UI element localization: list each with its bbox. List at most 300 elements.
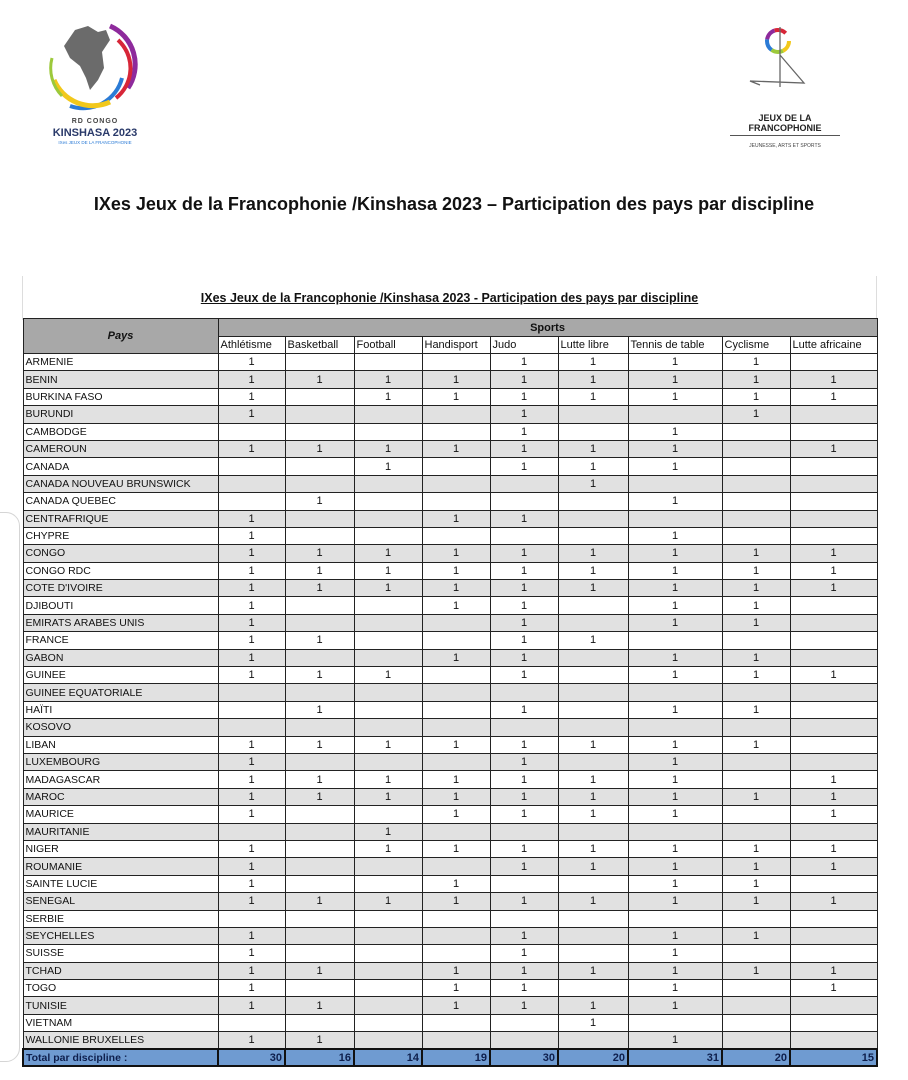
participation-cell (285, 527, 354, 544)
participation-cell: 1 (628, 771, 722, 788)
participation-cell: 1 (285, 736, 354, 753)
participation-cell: 1 (722, 406, 790, 423)
participation-cell: 1 (558, 458, 628, 475)
participation-cell: 1 (218, 667, 285, 684)
participation-cell (218, 458, 285, 475)
participation-table (22, 318, 878, 1067)
participation-cell (722, 423, 790, 440)
country-cell: SENEGAL (23, 893, 218, 910)
participation-cell: 1 (722, 962, 790, 979)
participation-cell (354, 927, 422, 944)
participation-cell (422, 614, 490, 631)
sport-column-header: Handisport (422, 337, 490, 354)
participation-cell: 1 (490, 562, 558, 579)
participation-cell (790, 406, 877, 423)
participation-cell (490, 875, 558, 892)
participation-cell: 1 (628, 806, 722, 823)
table-row (23, 562, 877, 579)
country-cell: LIBAN (23, 736, 218, 753)
table-row (23, 701, 877, 718)
participation-cell (218, 910, 285, 927)
participation-cell: 1 (558, 632, 628, 649)
participation-cell: 1 (354, 545, 422, 562)
participation-cell: 1 (490, 927, 558, 944)
table-row (23, 736, 877, 753)
participation-cell: 1 (790, 980, 877, 997)
participation-cell: 1 (218, 562, 285, 579)
table-row (23, 580, 877, 597)
participation-cell (790, 701, 877, 718)
participation-cell: 1 (422, 875, 490, 892)
total-cell: 30 (490, 1049, 558, 1066)
participation-cell (790, 927, 877, 944)
participation-cell: 1 (722, 701, 790, 718)
participation-cell: 1 (285, 562, 354, 579)
participation-cell (422, 423, 490, 440)
participation-cell: 1 (628, 597, 722, 614)
participation-cell (628, 1014, 722, 1031)
table-row (23, 667, 877, 684)
participation-cell: 1 (722, 893, 790, 910)
participation-cell (628, 632, 722, 649)
total-cell: 19 (422, 1049, 490, 1066)
participation-cell: 1 (558, 440, 628, 457)
participation-cell (628, 510, 722, 527)
sports-group-header: Sports (218, 319, 877, 337)
country-cell: CANADA NOUVEAU BRUNSWICK (23, 475, 218, 492)
sport-column-header: Tennis de table (628, 337, 722, 354)
country-cell: CAMBODGE (23, 423, 218, 440)
africa-rings-icon (40, 18, 150, 118)
participation-cell: 1 (354, 458, 422, 475)
participation-cell (354, 980, 422, 997)
participation-cell (354, 1014, 422, 1031)
table-row (23, 719, 877, 736)
participation-cell (354, 632, 422, 649)
participation-cell: 1 (628, 927, 722, 944)
participation-cell (490, 527, 558, 544)
table-row (23, 545, 877, 562)
participation-cell: 1 (285, 788, 354, 805)
table-row (23, 806, 877, 823)
participation-cell: 1 (422, 980, 490, 997)
participation-cell (285, 719, 354, 736)
participation-cell (490, 475, 558, 492)
total-label: Total par discipline : (23, 1049, 218, 1066)
participation-cell (558, 649, 628, 666)
participation-cell: 1 (722, 371, 790, 388)
country-cell: MAURICE (23, 806, 218, 823)
participation-cell: 1 (285, 667, 354, 684)
participation-cell: 1 (285, 701, 354, 718)
participation-cell (790, 684, 877, 701)
participation-cell (722, 527, 790, 544)
country-cell: KOSOVO (23, 719, 218, 736)
table-row (23, 858, 877, 875)
total-cell: 20 (558, 1049, 628, 1066)
table-row (23, 771, 877, 788)
participation-cell: 1 (218, 632, 285, 649)
jeux-francophonie-logo (730, 25, 840, 155)
participation-cell (790, 493, 877, 510)
participation-cell: 1 (422, 997, 490, 1014)
participation-cell (722, 632, 790, 649)
participation-cell: 1 (490, 354, 558, 371)
participation-cell (218, 1014, 285, 1031)
participation-cell (558, 597, 628, 614)
logo-left-line1: RD CONGO (71, 118, 119, 125)
participation-cell: 1 (790, 388, 877, 405)
participation-cell (285, 945, 354, 962)
country-cell: WALLONIE BRUXELLES (23, 1032, 218, 1049)
participation-cell: 1 (628, 493, 722, 510)
participation-cell (354, 597, 422, 614)
logo-right-line2: FRANCOPHONIE (730, 123, 840, 136)
participation-cell: 1 (628, 649, 722, 666)
participation-cell: 1 (218, 927, 285, 944)
participation-cell: 1 (558, 562, 628, 579)
participation-cell (790, 510, 877, 527)
participation-cell (722, 997, 790, 1014)
participation-cell (422, 753, 490, 770)
participation-cell (558, 684, 628, 701)
table-row (23, 1032, 877, 1049)
participation-cell: 1 (218, 510, 285, 527)
participation-cell (285, 840, 354, 857)
participation-cell (558, 701, 628, 718)
participation-cell (558, 823, 628, 840)
participation-cell (558, 667, 628, 684)
participation-cell: 1 (722, 545, 790, 562)
participation-cell: 1 (218, 354, 285, 371)
participation-cell (558, 1032, 628, 1049)
participation-cell (354, 1032, 422, 1049)
participation-cell: 1 (218, 406, 285, 423)
participation-cell: 1 (422, 840, 490, 857)
participation-cell: 1 (790, 840, 877, 857)
country-cell: SERBIE (23, 910, 218, 927)
country-cell: NIGER (23, 840, 218, 857)
participation-cell: 1 (218, 788, 285, 805)
side-panel-handle[interactable] (0, 512, 20, 1062)
participation-cell (558, 510, 628, 527)
participation-cell: 1 (722, 580, 790, 597)
participation-cell (285, 1014, 354, 1031)
participation-cell (628, 406, 722, 423)
logo-right-line1: JEUX DE LA (758, 113, 812, 123)
participation-cell (354, 910, 422, 927)
participation-cell: 1 (490, 597, 558, 614)
participation-cell: 1 (628, 753, 722, 770)
participation-cell: 1 (628, 562, 722, 579)
participation-cell: 1 (490, 458, 558, 475)
sport-column-header: Basketball (285, 337, 354, 354)
country-cell: TOGO (23, 980, 218, 997)
participation-cell: 1 (490, 753, 558, 770)
participation-cell: 1 (285, 580, 354, 597)
participation-cell: 1 (490, 997, 558, 1014)
country-cell: GABON (23, 649, 218, 666)
participation-cell: 1 (490, 545, 558, 562)
participation-cell: 1 (790, 788, 877, 805)
participation-cell: 1 (722, 649, 790, 666)
participation-cell: 1 (558, 997, 628, 1014)
participation-cell (790, 736, 877, 753)
country-cell: COTE D'IVOIRE (23, 580, 218, 597)
participation-cell (285, 354, 354, 371)
participation-cell: 1 (722, 788, 790, 805)
country-cell: MAURITANIE (23, 823, 218, 840)
participation-cell (285, 475, 354, 492)
participation-cell (285, 684, 354, 701)
participation-cell (490, 823, 558, 840)
participation-cell: 1 (490, 388, 558, 405)
participation-cell: 1 (790, 806, 877, 823)
participation-cell: 1 (218, 614, 285, 631)
participation-cell (490, 910, 558, 927)
participation-cell: 1 (722, 354, 790, 371)
participation-cell: 1 (490, 858, 558, 875)
participation-cell (722, 493, 790, 510)
table-row (23, 649, 877, 666)
sport-column-header: Football (354, 337, 422, 354)
document-title: IXes Jeux de la Francophonie /Kinshasa 2023 – Participation des pays par discipline (93, 194, 815, 214)
participation-cell (422, 475, 490, 492)
participation-cell (490, 719, 558, 736)
country-cell: MAROC (23, 788, 218, 805)
participation-cell: 1 (354, 823, 422, 840)
kinshasa-2023-logo (40, 18, 150, 153)
participation-cell (558, 493, 628, 510)
participation-cell (628, 719, 722, 736)
participation-cell: 1 (722, 614, 790, 631)
country-cell: SEYCHELLES (23, 927, 218, 944)
participation-cell: 1 (490, 580, 558, 597)
participation-cell: 1 (558, 545, 628, 562)
participation-cell (422, 719, 490, 736)
participation-cell: 1 (790, 562, 877, 579)
participation-cell: 1 (354, 736, 422, 753)
table-row (23, 423, 877, 440)
participation-cell (422, 823, 490, 840)
participation-cell (490, 1014, 558, 1031)
participation-cell: 1 (558, 840, 628, 857)
participation-cell (558, 753, 628, 770)
table-row (23, 962, 877, 979)
table-row (23, 475, 877, 492)
participation-cell (422, 858, 490, 875)
country-cell: ARMENIE (23, 354, 218, 371)
country-cell: GUINEE (23, 667, 218, 684)
participation-cell: 1 (628, 388, 722, 405)
participation-cell: 1 (628, 423, 722, 440)
table-row (23, 493, 877, 510)
country-cell: FRANCE (23, 632, 218, 649)
participation-cell: 1 (218, 1032, 285, 1049)
table-row (23, 458, 877, 475)
participation-cell (628, 823, 722, 840)
participation-cell (628, 910, 722, 927)
table-row (23, 788, 877, 805)
participation-cell (354, 701, 422, 718)
participation-cell (422, 910, 490, 927)
participation-cell (285, 858, 354, 875)
participation-cell (354, 649, 422, 666)
participation-cell: 1 (354, 580, 422, 597)
participation-cell: 1 (722, 388, 790, 405)
participation-cell: 1 (790, 667, 877, 684)
participation-cell: 1 (490, 614, 558, 631)
participation-cell: 1 (354, 440, 422, 457)
participation-cell (354, 875, 422, 892)
participation-cell (354, 962, 422, 979)
participation-cell: 1 (558, 388, 628, 405)
participation-cell: 1 (490, 667, 558, 684)
participation-cell: 1 (218, 858, 285, 875)
total-cell: 16 (285, 1049, 354, 1066)
sport-column-header: Lutte libre (558, 337, 628, 354)
participation-cell (218, 493, 285, 510)
participation-cell (558, 945, 628, 962)
participation-cell: 1 (218, 736, 285, 753)
participation-cell: 1 (790, 545, 877, 562)
participation-cell: 1 (628, 371, 722, 388)
participation-cell (558, 980, 628, 997)
table-row (23, 510, 877, 527)
participation-cell (558, 527, 628, 544)
participation-cell: 1 (558, 893, 628, 910)
participation-cell (490, 684, 558, 701)
participation-cell (285, 597, 354, 614)
participation-cell (285, 423, 354, 440)
participation-cell (422, 1014, 490, 1031)
participation-cell: 1 (628, 858, 722, 875)
participation-cell (354, 997, 422, 1014)
participation-cell: 1 (490, 736, 558, 753)
participation-cell (558, 614, 628, 631)
participation-cell (790, 719, 877, 736)
participation-cell: 1 (218, 371, 285, 388)
table-row (23, 684, 877, 701)
participation-cell (722, 684, 790, 701)
participation-cell: 1 (722, 875, 790, 892)
participation-cell: 1 (558, 1014, 628, 1031)
country-cell: SUISSE (23, 945, 218, 962)
country-cell: CAMEROUN (23, 440, 218, 457)
participation-cell (422, 458, 490, 475)
participation-cell (285, 458, 354, 475)
participation-cell: 1 (285, 962, 354, 979)
participation-cell (790, 458, 877, 475)
logo-left-line3: IXes JEUX DE LA FRANCOPHONIE (58, 140, 132, 145)
participation-cell (422, 927, 490, 944)
table-row (23, 597, 877, 614)
total-cell: 30 (218, 1049, 285, 1066)
participation-cell (285, 806, 354, 823)
total-row (23, 1049, 877, 1066)
country-cell: CONGO RDC (23, 562, 218, 579)
table-row (23, 997, 877, 1014)
participation-cell (790, 997, 877, 1014)
sport-column-header: Lutte africaine (790, 337, 877, 354)
participation-cell (628, 684, 722, 701)
participation-cell (722, 753, 790, 770)
participation-cell (285, 823, 354, 840)
participation-cell: 1 (722, 597, 790, 614)
participation-cell: 1 (218, 597, 285, 614)
table-row (23, 406, 877, 423)
participation-cell (722, 823, 790, 840)
participation-cell (422, 945, 490, 962)
participation-cell (422, 493, 490, 510)
participation-cell (422, 701, 490, 718)
participation-cell: 1 (628, 945, 722, 962)
participation-cell: 1 (422, 806, 490, 823)
participation-cell: 1 (558, 962, 628, 979)
country-cell: ROUMANIE (23, 858, 218, 875)
participation-cell: 1 (490, 980, 558, 997)
participation-cell (790, 823, 877, 840)
participation-cell: 1 (628, 788, 722, 805)
participation-cell: 1 (490, 510, 558, 527)
participation-cell: 1 (285, 1032, 354, 1049)
participation-cell (354, 423, 422, 440)
participation-cell (285, 753, 354, 770)
participation-cell: 1 (490, 701, 558, 718)
participation-cell: 1 (558, 806, 628, 823)
participation-cell: 1 (790, 893, 877, 910)
total-cell: 31 (628, 1049, 722, 1066)
participation-cell (722, 440, 790, 457)
participation-cell (285, 388, 354, 405)
participation-cell: 1 (490, 945, 558, 962)
total-cell: 20 (722, 1049, 790, 1066)
participation-cell: 1 (285, 632, 354, 649)
participation-cell: 1 (285, 493, 354, 510)
participation-cell (354, 614, 422, 631)
participation-cell: 1 (218, 840, 285, 857)
participation-cell (490, 493, 558, 510)
participation-cell (354, 493, 422, 510)
francophonie-emblem-icon (730, 25, 840, 95)
participation-cell: 1 (790, 371, 877, 388)
country-cell: MADAGASCAR (23, 771, 218, 788)
participation-cell: 1 (628, 893, 722, 910)
country-cell: DJIBOUTI (23, 597, 218, 614)
table-row (23, 945, 877, 962)
participation-cell (722, 910, 790, 927)
participation-cell (558, 927, 628, 944)
participation-cell (558, 910, 628, 927)
participation-cell: 1 (490, 371, 558, 388)
participation-cell: 1 (422, 545, 490, 562)
participation-cell: 1 (218, 945, 285, 962)
participation-cell (354, 684, 422, 701)
participation-cell (422, 1032, 490, 1049)
participation-cell: 1 (722, 927, 790, 944)
participation-cell: 1 (558, 354, 628, 371)
total-cell: 14 (354, 1049, 422, 1066)
table-row (23, 614, 877, 631)
participation-cell (354, 510, 422, 527)
participation-cell (285, 875, 354, 892)
participation-cell: 1 (628, 614, 722, 631)
participation-cell (218, 823, 285, 840)
participation-cell: 1 (628, 875, 722, 892)
participation-cell (354, 719, 422, 736)
table-row (23, 753, 877, 770)
participation-cell: 1 (628, 458, 722, 475)
